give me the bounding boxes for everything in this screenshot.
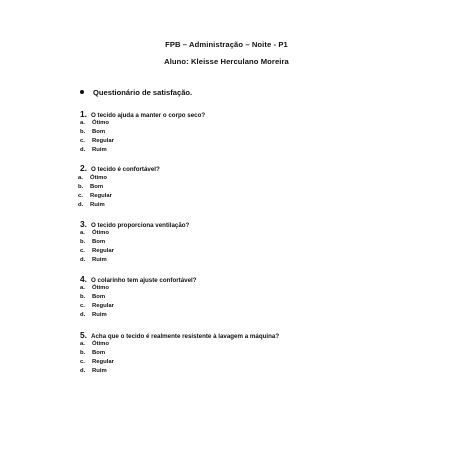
option-label: Bom bbox=[92, 294, 106, 300]
option-letter: d. bbox=[78, 202, 84, 208]
option-letter: a. bbox=[80, 341, 85, 347]
option-5c bbox=[80, 358, 114, 366]
option-letter: b. bbox=[80, 239, 86, 245]
option-3b bbox=[80, 238, 105, 246]
option-label: Ruim bbox=[92, 368, 107, 374]
option-label: Bom bbox=[92, 350, 106, 356]
option-3d bbox=[80, 256, 107, 264]
question-number: 1. bbox=[80, 109, 87, 119]
option-1b bbox=[80, 128, 105, 136]
question-text: O tecido ajuda a manter o corpo seco? bbox=[91, 112, 206, 119]
option-label: Regular bbox=[90, 193, 112, 199]
option-letter: d. bbox=[80, 147, 86, 153]
option-4d bbox=[80, 311, 107, 319]
option-label: Ótimo bbox=[90, 175, 108, 181]
question-number: 3. bbox=[80, 219, 87, 229]
question-text: O tecido proporciona ventilação? bbox=[91, 222, 190, 229]
option-label: Bom bbox=[92, 239, 106, 245]
question-text: Acha que o tecido é realmente resistente à lavagem a máquina? bbox=[91, 333, 280, 340]
option-1c bbox=[80, 137, 114, 145]
question-5 bbox=[80, 330, 279, 340]
option-label: Ótimo bbox=[92, 341, 110, 347]
option-letter: c. bbox=[80, 138, 85, 144]
option-letter: b. bbox=[80, 350, 86, 356]
option-4a bbox=[80, 284, 109, 292]
option-letter: a. bbox=[78, 175, 83, 181]
option-letter: d. bbox=[80, 312, 86, 318]
option-label: Ótimo bbox=[92, 230, 110, 236]
option-letter: c. bbox=[78, 193, 83, 199]
option-1d bbox=[80, 146, 107, 154]
option-label: Bom bbox=[92, 129, 106, 135]
option-2a bbox=[78, 174, 107, 182]
question-number: 2. bbox=[80, 163, 87, 173]
header-course-line: FPB – Administração – Noite - P1 bbox=[165, 40, 288, 49]
option-label: Ruim bbox=[92, 147, 107, 153]
question-3 bbox=[80, 219, 189, 229]
header-student-line: Aluno: Kleisse Herculano Moreira bbox=[164, 57, 289, 66]
option-label: Regular bbox=[92, 138, 114, 144]
option-2b bbox=[78, 183, 103, 191]
option-2c bbox=[78, 192, 112, 200]
option-label: Ótimo bbox=[92, 120, 110, 126]
option-5d bbox=[80, 367, 107, 375]
option-letter: a. bbox=[80, 230, 85, 236]
section-title-text: Questionário de satisfação. bbox=[93, 88, 193, 97]
option-letter: c. bbox=[80, 248, 85, 254]
option-letter: d. bbox=[80, 257, 86, 263]
option-2d bbox=[78, 201, 105, 209]
bullet-icon bbox=[80, 90, 84, 94]
option-letter: c. bbox=[80, 359, 85, 365]
question-4 bbox=[80, 274, 197, 284]
option-4c bbox=[80, 302, 114, 310]
option-label: Ruim bbox=[90, 202, 105, 208]
option-label: Regular bbox=[92, 303, 114, 309]
option-label: Ruim bbox=[92, 312, 107, 318]
question-number: 4. bbox=[80, 274, 87, 284]
question-number: 5. bbox=[80, 330, 87, 340]
option-letter: a. bbox=[80, 285, 85, 291]
question-2 bbox=[80, 163, 160, 173]
option-1a bbox=[80, 119, 109, 127]
option-letter: b. bbox=[80, 129, 86, 135]
option-5a bbox=[80, 340, 109, 348]
question-text: O tecido é confortável? bbox=[91, 166, 160, 173]
option-3c bbox=[80, 247, 114, 255]
option-label: Ruim bbox=[92, 257, 107, 263]
option-letter: c. bbox=[80, 303, 85, 309]
question-1 bbox=[80, 109, 205, 119]
option-3a bbox=[80, 229, 109, 237]
option-letter: d. bbox=[80, 368, 86, 374]
option-label: Ótimo bbox=[92, 285, 110, 291]
section-title bbox=[80, 88, 192, 97]
option-letter: a. bbox=[80, 120, 85, 126]
option-letter: b. bbox=[78, 184, 84, 190]
option-4b bbox=[80, 293, 105, 301]
option-label: Bom bbox=[90, 184, 104, 190]
question-text: O colarinho tem ajuste confortável? bbox=[91, 277, 197, 284]
option-5b bbox=[80, 349, 105, 357]
option-letter: b. bbox=[80, 294, 86, 300]
option-label: Regular bbox=[92, 359, 114, 365]
option-label: Regular bbox=[92, 248, 114, 254]
